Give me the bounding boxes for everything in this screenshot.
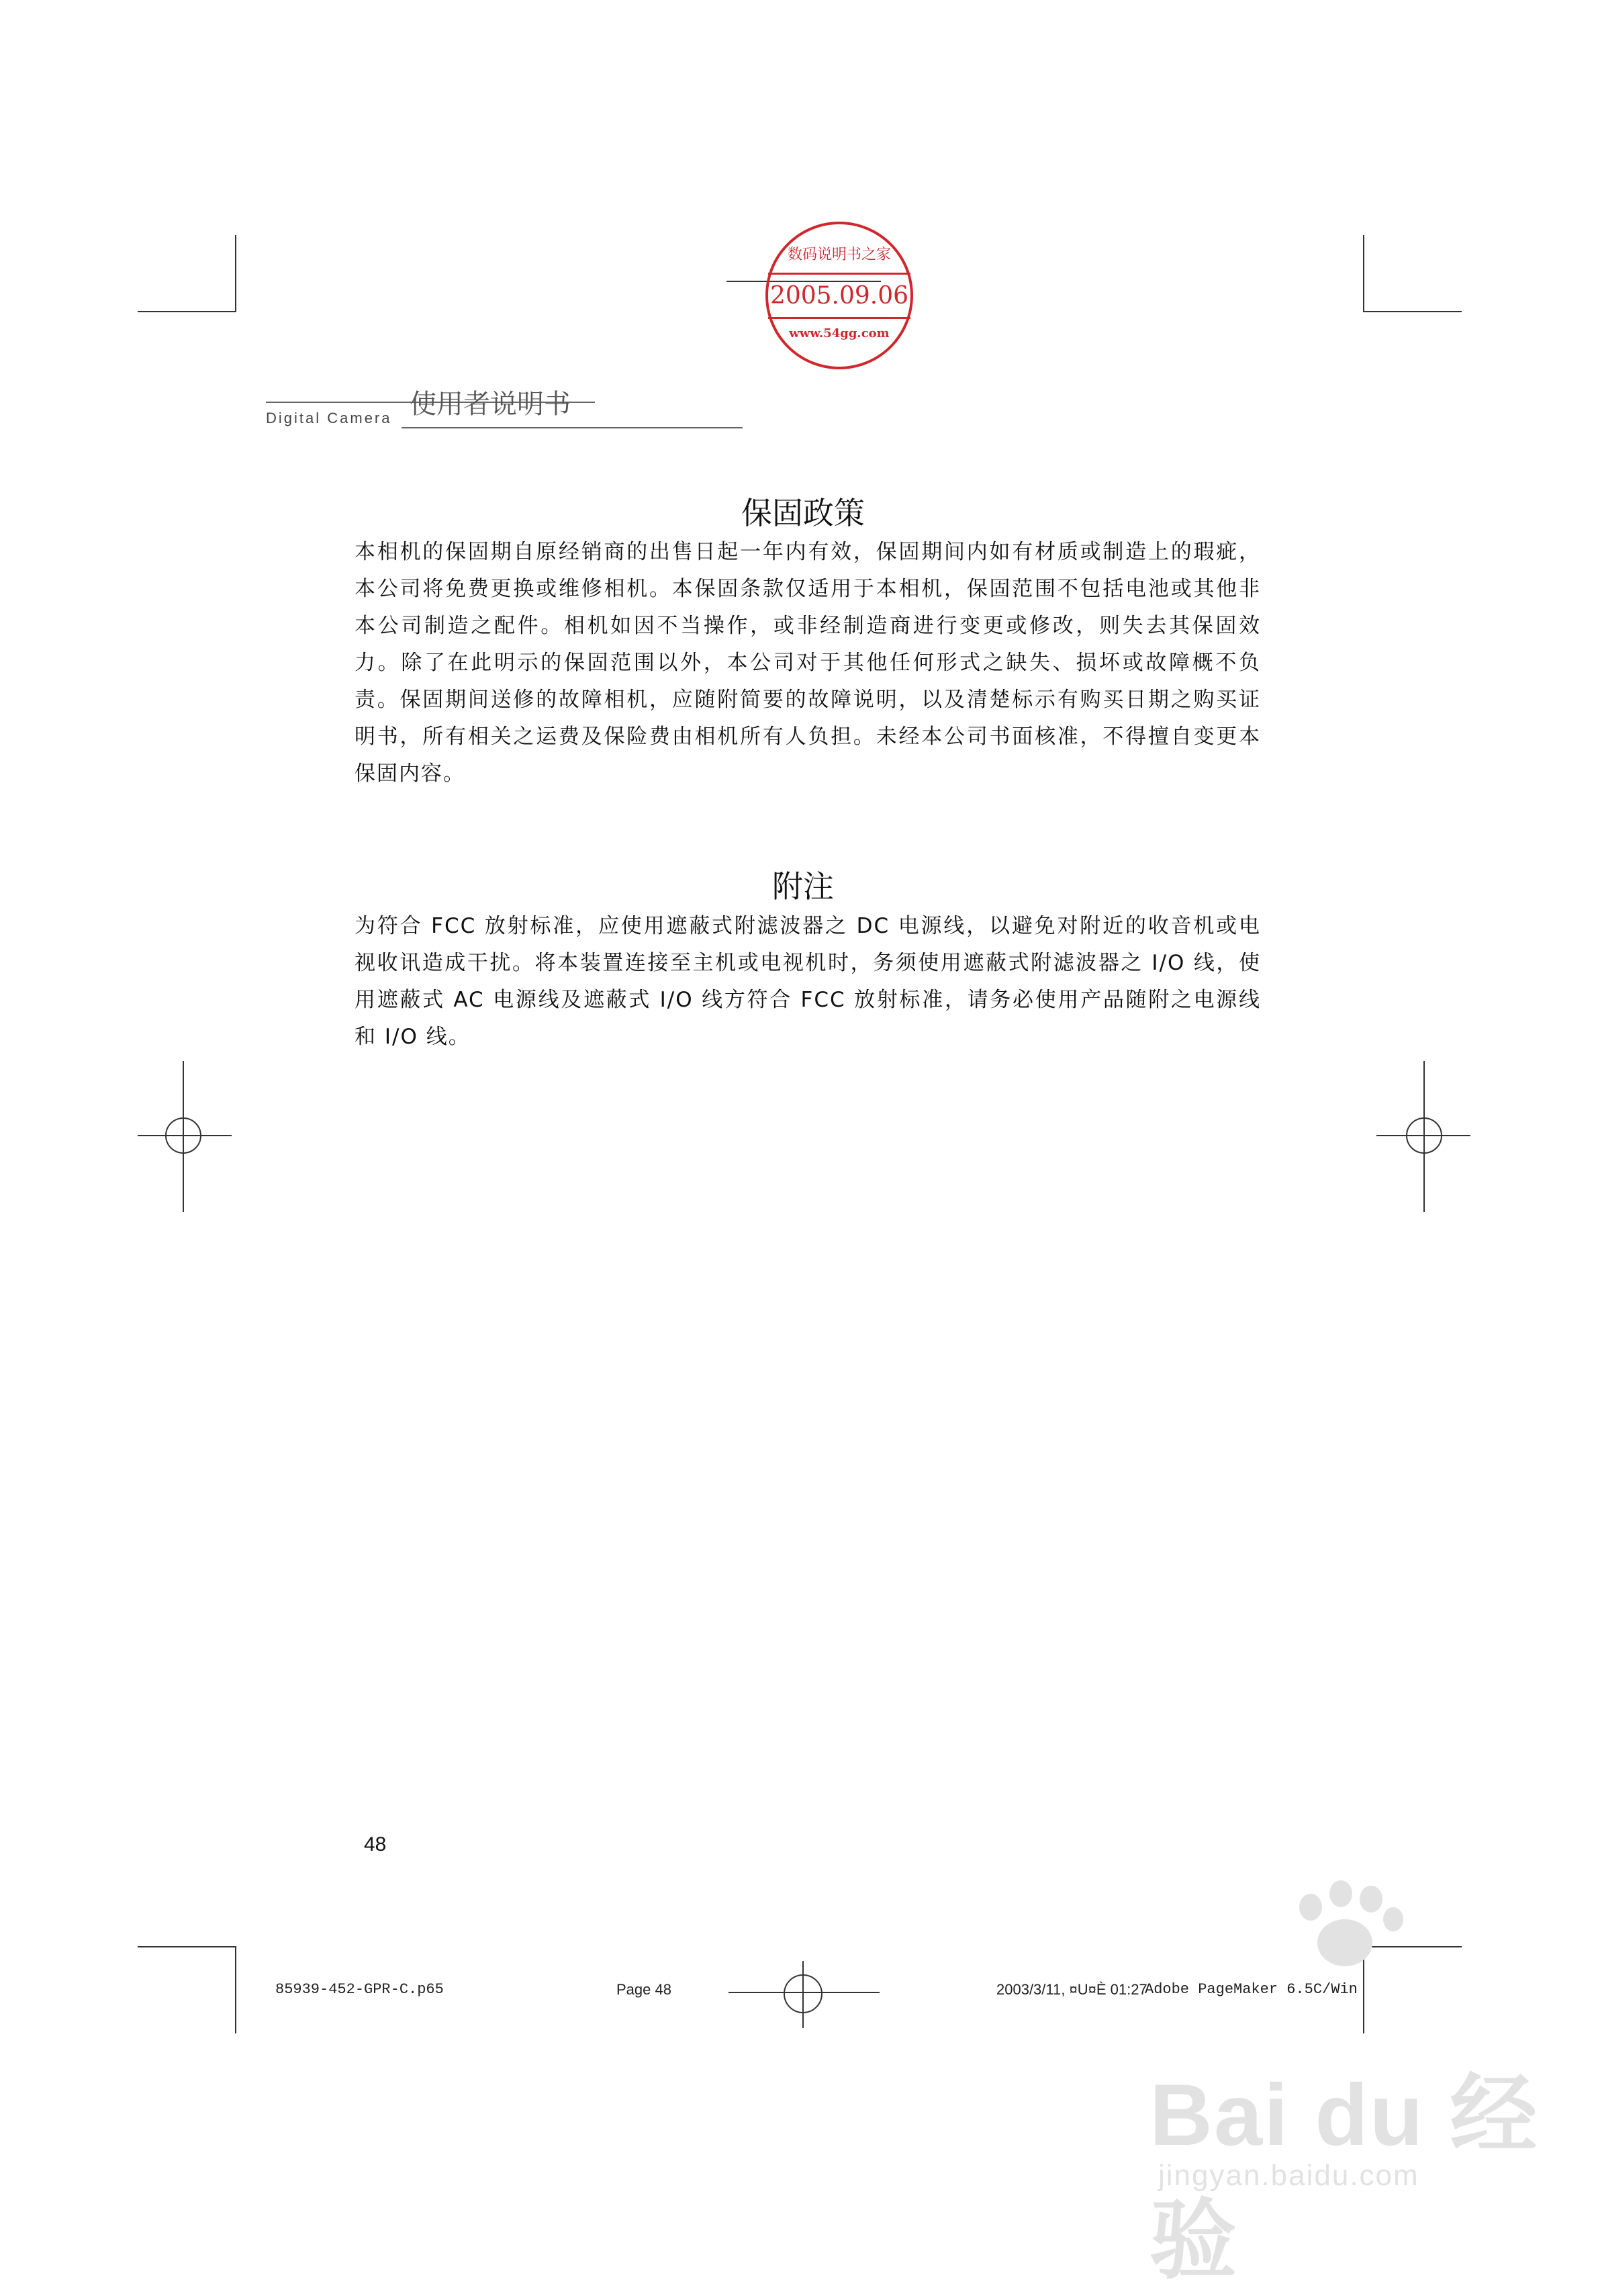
date-stamp [765, 222, 913, 369]
crop-mark [1363, 235, 1364, 312]
stamp-top-text: 数码说明书之家 [787, 246, 891, 263]
footer-file: 85939-452-GPR-C.p65 [275, 1981, 444, 1998]
crop-mark [138, 311, 235, 312]
header-en: Digital Camera [266, 410, 392, 426]
stamp-url: www.54gg.com [789, 326, 890, 340]
page-number: 48 [364, 1833, 387, 1855]
stamp-divider [768, 273, 910, 275]
section-body-warranty: 本相机的保固期自原经销商的出售日起一年内有效，保固期间内如有材质或制造上的瑕疵，本公司将免费更换或维修相机。本保固条款仅适用于本相机，保固范围不包括电池或其他非本公司制造之配件。相机如因不当操作，或非经制造商进行变更或修改，则失去其保固效力。除了在此明示的保固范围以外，本公司对于其他任何形式之缺失、损坏或故障概不负责。保固期间送修的故障相机，应随附简要的故障说明，以及清楚标示有购买日期之购买证明书，所有相关之运费及保险费由相机所有人负担。未经本公司书面核准，不得擅自变更本保固内容。 [355, 540, 1261, 786]
section-title-warranty: 保固政策 [741, 495, 865, 531]
registration-circle [1406, 1117, 1442, 1154]
crop-mark [1364, 311, 1462, 312]
stamp-date: 2005.09.06 [769, 282, 909, 310]
header-rule [402, 427, 743, 428]
crop-mark [138, 1946, 235, 1947]
registration-circle [784, 1974, 822, 2013]
section-title-notes: 附注 [772, 868, 834, 905]
crop-mark [235, 235, 236, 312]
watermark-brand: Bai du 经验 [1149, 2066, 1539, 2289]
crop-mark [1364, 1946, 1462, 1947]
footer-date: 2003/3/11, ¤U¤È 01:27 [996, 1981, 1147, 1998]
section-body-notes: 为符合 FCC 放射标准，应使用遮蔽式附滤波器之 DC 电源线，以避免对附近的收音机或电视收讯造成干扰。将本装置连接至主机或电视机时，务须使用遮蔽式附滤波器之 I/O 线，使用遮蔽式 AC 电源线及遮蔽式 I/O 线方符合 FCC 放射标准，请务必使用产品随附之电源线和 I/O 线。 [355, 914, 1261, 1049]
footer-page: Page 48 [616, 1981, 671, 1998]
header-title: 使用者说明书 [410, 389, 571, 420]
watermark-site: jingyan.baidu.com [1158, 2159, 1419, 2192]
crop-mark [235, 1946, 236, 2033]
stamp-divider [768, 317, 910, 319]
registration-circle [165, 1117, 201, 1154]
footer-app: Adobe PageMaker 6.5C/Win [1145, 1981, 1358, 1998]
